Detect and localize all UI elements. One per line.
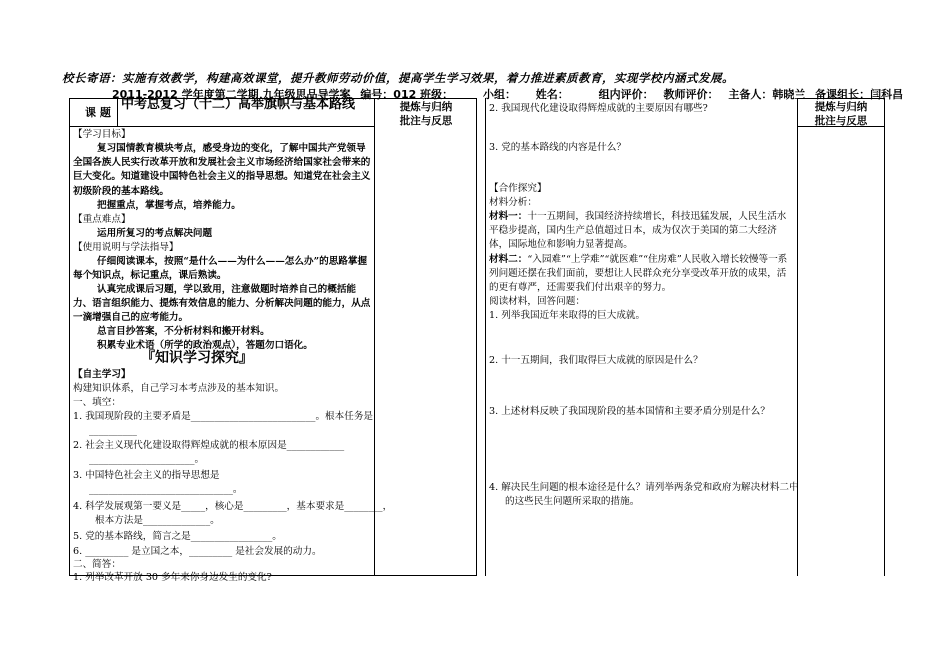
reflect-label-1: 提炼与归纳 xyxy=(814,101,868,113)
short-answer-heading: 二、简答： xyxy=(73,559,121,570)
read-instruction: 阅读材料，回答问题： xyxy=(489,296,585,307)
fill-q6: 6. _________ 是立国之本，_________ 是社会发展的动力。 xyxy=(73,546,322,557)
material-2-text: “入园难”“上学难”“就医难”“住房难”人民收入增长较慢等一系列问题还摆在我们面前，要想让人民群众充分享受改革开放的成果，活的更有尊严，还需要我们付出艰辛的努力。 xyxy=(489,254,788,294)
short-q1: 1. 列举改革开放 30 多年来你身边发生的变化? xyxy=(73,572,272,583)
reading-q4-line1: 4. 解决民生问题的根本途径是什么？请列举两条党和政府为解决材料二中 xyxy=(489,482,799,493)
fill-q3-line2: ______________________________。 xyxy=(89,484,243,495)
right-column-divider xyxy=(797,98,798,576)
material-1 xyxy=(489,210,793,253)
fill-heading: 一、填空： xyxy=(73,397,121,408)
fill-q5: 5. 党的基本路线，简言之是_________________。 xyxy=(73,531,282,542)
guide-2: 认真完成课后习题，学以致用，注意做题时培养自己的概括能力、语言组织能力、提炼有效信息的能力、分析解决问题的能力，从点一滴增强自己的应考能力。 xyxy=(73,284,371,324)
material-analysis-label: 材料分析： xyxy=(489,197,537,208)
right-column-left-edge xyxy=(485,98,486,576)
topic-row-divider xyxy=(69,126,375,127)
term-info: 2011-2012 学年度第二学期 九年级思品导学案 xyxy=(112,88,351,101)
topic-label-divider xyxy=(117,98,118,126)
fill-q4-line2: 根本方法是______________。 xyxy=(95,515,220,526)
reflect-label-2: 批注与反思 xyxy=(814,115,868,127)
group-info: 小组： xyxy=(482,88,516,101)
short-q2: 2. 我国现代化建设取得辉煌成就的主要原因有哪些? xyxy=(489,103,708,114)
name-info: 姓名： xyxy=(535,88,569,101)
reflect-label-2: 批注与反思 xyxy=(399,115,453,127)
short-q3: 3. 党的基本路线的内容是什么？ xyxy=(489,142,626,153)
material-1-text: 十一五期间，我国经济持续增长，科技迅猛发展，人民生活水平稳步提高，国内生产总值超过日本，成为仅次于美国的第二大经济体，国际地位和影响力显著提高。 xyxy=(489,211,787,251)
right-reflect-top xyxy=(797,98,885,99)
reading-q2: 2. 十一五期间，我们取得巨大成就的原因是什么？ xyxy=(489,355,703,366)
material-1-label: 材料一： xyxy=(489,211,528,222)
guide-3: 总言目抄答案，不分析材料和搬开材料。 xyxy=(97,326,270,337)
teacher-evaluation: 教师评价： xyxy=(663,88,719,101)
code-class-info: 编号：012 班级： xyxy=(360,88,454,101)
topic-title: 中考总复习（十二）高举旗帜与基本路线 xyxy=(121,97,356,112)
material-2 xyxy=(489,253,793,296)
key-heading: 【重点难点】 xyxy=(73,214,131,225)
material-2-label: 材料二： xyxy=(489,254,528,265)
fill-q2-line1: 2. 社会主义现代化建设取得辉煌成就的根本原因是____________ xyxy=(73,440,345,451)
preparer-info: 主备人：韩晓兰 xyxy=(728,88,806,101)
self-study-heading: 【自主学习】 xyxy=(73,369,131,380)
group-evaluation: 组内评价： xyxy=(598,88,654,101)
key-1: 运用所复习的考点解决问题 xyxy=(97,228,213,239)
fill-q4-line1: 4. 科学发展观第一要义是_____，核心是_________，基本要求是________， xyxy=(73,501,393,512)
reading-q4-line2: 的这些民生问题所采取的措施。 xyxy=(505,496,640,507)
coop-heading: 【合作探究】 xyxy=(489,183,547,194)
section-title: 『知识学习探究』 xyxy=(141,350,253,366)
fill-q1-line2: __________ xyxy=(89,425,137,436)
self-study-intro: 构建知识体系，自己学习本考点涉及的基本知识。 xyxy=(73,383,285,394)
fill-q2-line2: ______________________。 xyxy=(89,454,205,465)
goal-2: 把握重点，掌握考点，培养能力。 xyxy=(97,200,241,211)
reflect-label-1: 提炼与归纳 xyxy=(399,101,453,113)
guide-1: 仔细阅读课本，按照“是什么——为什么——怎么办”的思路掌握每个知识点，标记重点，课后熟读。 xyxy=(73,256,368,282)
guide-4: 积累专业术语（所学的政治观点），答题勿口语化。 xyxy=(97,340,313,351)
fill-q3-line1: 3. 中国特色社会主义的指导思想是 xyxy=(73,470,220,481)
right-reflect-header xyxy=(798,100,884,128)
fill-q1-line1: 1. 我国现阶段的主要矛盾是__________________________。根本任务是 xyxy=(73,411,374,422)
school-motto: 校长寄语：实施有效教学，构建高效课堂，提升教师劳动价值，提高学生学习效果，着力推进素质教育，实现学校内涵式发展。 xyxy=(62,71,734,85)
goal-1: 复习国情教育模块考点，感受身边的变化，了解中国共产党领导全国各族人民实行改革开放和发展社会主义市场经济给国家社会带来的巨大变化。知道建设中国特色社会主义的指导思想。知道党在社会主义初级阶段的基本路线。 xyxy=(73,143,371,197)
left-reflect-header xyxy=(376,100,476,128)
reading-q3: 3. 上述材料反映了我国现阶段的基本国情和主要矛盾分别是什么？ xyxy=(489,406,770,417)
reading-q1: 1. 列举我国近年来取得的巨大成就。 xyxy=(489,310,646,321)
leader-info: 备课组长：闫科昌 xyxy=(815,88,904,101)
topic-label: 课 题 xyxy=(85,106,111,119)
guide-heading: 【使用说明与学法指导】 xyxy=(73,242,179,253)
right-table-right-edge xyxy=(884,98,885,576)
goals-heading: 【学习目标】 xyxy=(73,129,131,140)
